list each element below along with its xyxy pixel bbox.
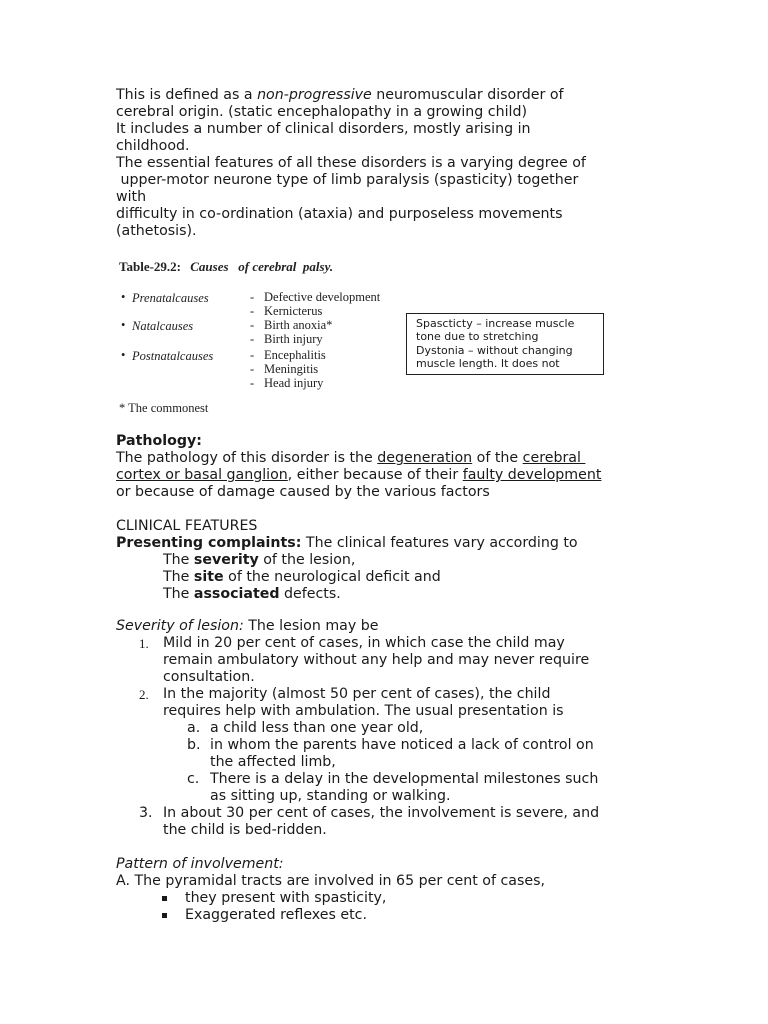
pathology-heading: Pathology: [116, 433, 202, 449]
list-number: 1. [139, 636, 149, 651]
table-bullet: • [121, 318, 126, 332]
list-number: 2. [139, 687, 149, 702]
sub-item-b: the affected limb, [210, 754, 336, 770]
severity-item-2-line: In the majority (almost 50 per cent of cases), the child [163, 686, 551, 702]
table-footnote: * The commonest [119, 401, 209, 415]
severity-intro: Severity of lesion: The lesion may be [116, 618, 379, 634]
intro-line-2: cerebral origin. (static encephalopathy in a growing child) [116, 104, 528, 120]
table-dash: - [250, 290, 255, 304]
table-bullet: • [121, 290, 126, 304]
severity-item-2-line: requires help with ambulation. The usual presentation is [163, 703, 564, 719]
clinical-item-site: The site of the neurological deficit and [163, 569, 441, 585]
severity-item-1-line: consultation. [163, 669, 255, 685]
intro-line-3: It includes a number of clinical disorders, mostly arising in [116, 121, 531, 137]
table-dash: - [250, 362, 255, 376]
pattern-a-line: A. The pyramidal tracts are involved in 65 per cent of cases, [116, 873, 545, 889]
bullet-square-icon [162, 890, 167, 907]
intro-line-8: difficulty in co-ordination (ataxia) and purposeless movements [116, 206, 563, 222]
intro-line-9: (athetosis). [116, 223, 197, 239]
note-line: muscle length. It does not [416, 356, 560, 370]
sub-item-c: There is a delay in the developmental milestones such [210, 771, 599, 787]
sub-letter: b. [187, 737, 201, 753]
severity-item-3-line: In about 30 per cent of cases, the involvement is severe, and [163, 805, 600, 821]
intro-line-5: The essential features of all these disorders is a varying degree of [116, 155, 586, 171]
table-dash: - [250, 304, 255, 318]
table-dash: - [250, 348, 255, 362]
sub-item-b: in whom the parents have noticed a lack of control on [210, 737, 594, 753]
severity-item-3-line: the child is bed-ridden. [163, 822, 327, 838]
pattern-heading: Pattern of involvement: [116, 856, 284, 872]
sub-letter: c. [187, 771, 200, 787]
postnatal-causes-label: Postnatalcauses [132, 349, 214, 363]
table-dash: - [250, 376, 255, 390]
cause-item: Head injury [264, 376, 324, 390]
pathology-line-1: The pathology of this disorder is the degeneration of the cerebral [116, 450, 586, 466]
pattern-bullet: Exaggerated reflexes etc. [185, 907, 367, 923]
table-bullet: • [121, 348, 126, 362]
table-title: Table-29.2: Causes of cerebral palsy. [119, 259, 334, 274]
cause-item: Kernicterus [264, 304, 323, 318]
spasticity-note-box [406, 313, 604, 375]
pathology-line-3: or because of damage caused by the various factors [116, 484, 490, 500]
cause-item: Birth anoxia* [264, 318, 333, 332]
cause-item: Birth injury [264, 332, 323, 346]
natal-causes-label: Natalcauses [132, 319, 194, 333]
intro-line-4: childhood. [116, 138, 190, 154]
intro-line-7: with [116, 189, 147, 205]
intro-line-6: upper-motor neurone type of limb paralysis (spasticity) together [116, 172, 579, 188]
non-progressive-emphasis: non-progressive [257, 87, 372, 103]
clinical-item-severity: The severity of the lesion, [163, 552, 356, 568]
intro-line-1: This is defined as a non-progressive neuromuscular disorder of [116, 87, 564, 103]
presenting-complaints-line: Presenting complaints: The clinical features vary according to [116, 535, 578, 551]
table-dash: - [250, 318, 255, 332]
sub-item-a: a child less than one year old, [210, 720, 424, 736]
clinical-features-heading: CLINICAL FEATURES [116, 518, 258, 534]
list-number: 3. [139, 805, 153, 821]
bullet-square-icon [162, 907, 167, 924]
cause-item: Encephalitis [264, 348, 326, 362]
note-line: tone due to stretching [416, 330, 539, 344]
cause-item: Meningitis [264, 362, 319, 376]
note-line: Spascticty – increase muscle [416, 317, 575, 330]
pathology-line-2: cortex or basal ganglion, either because of their faulty development [116, 467, 602, 483]
sub-letter: a. [187, 720, 201, 736]
severity-item-1-line: Mild in 20 per cent of cases, in which case the child may [163, 635, 565, 651]
pattern-bullet: they present with spasticity, [185, 890, 387, 906]
severity-item-1-line: remain ambulatory without any help and may never require [163, 652, 590, 668]
prenatal-causes-label: Prenatalcauses [132, 291, 209, 305]
sub-item-c: as sitting up, standing or walking. [210, 788, 451, 804]
table-dash: - [250, 332, 255, 346]
note-line: Dystonia – without changing [416, 343, 573, 357]
cause-item: Defective development [264, 290, 381, 304]
clinical-item-associated: The associated defects. [163, 586, 341, 602]
